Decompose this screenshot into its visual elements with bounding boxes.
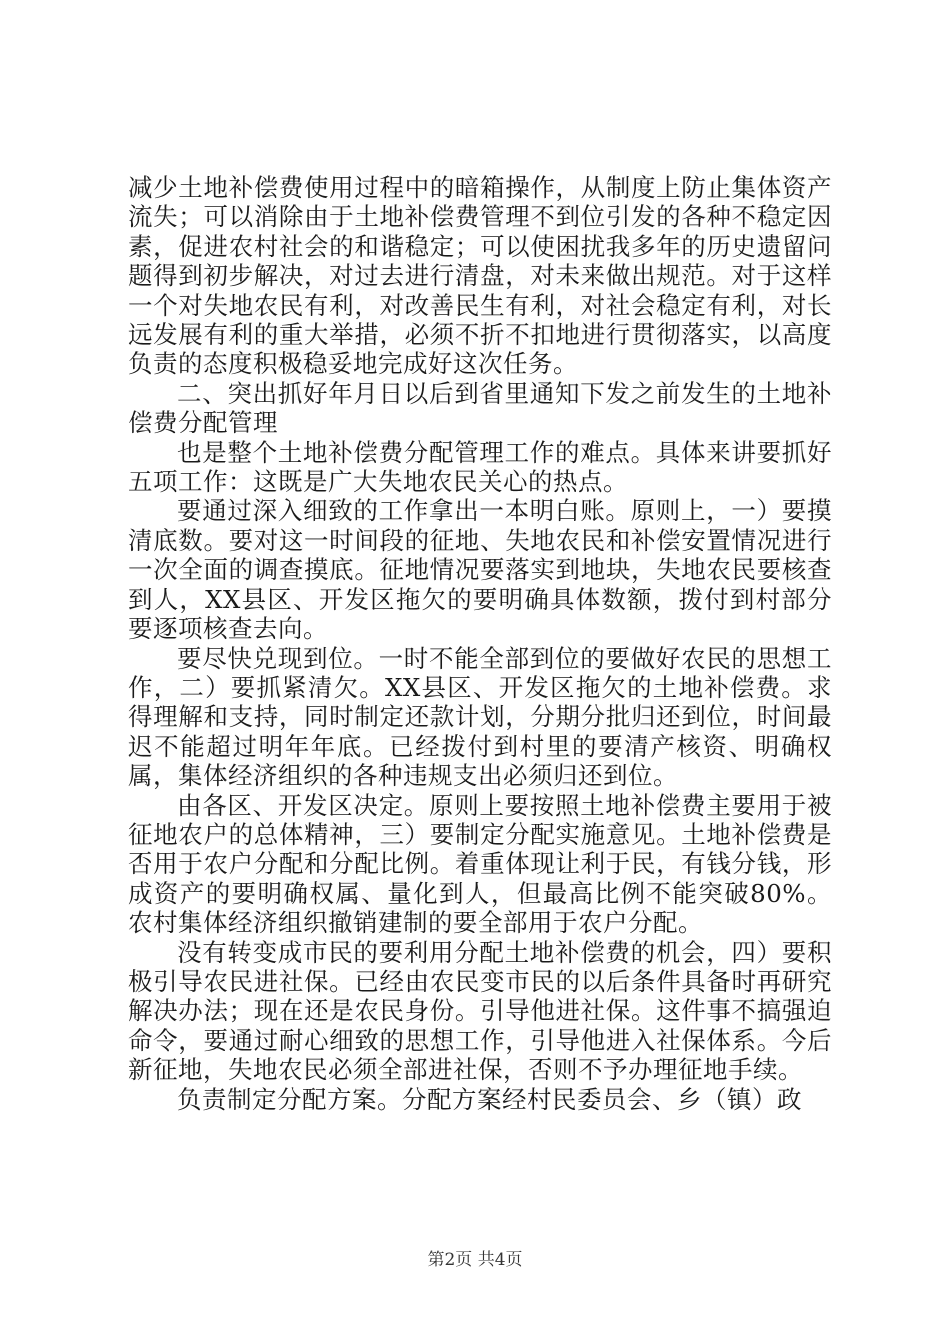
page-number-footer: 第2页 共4页 [427,1250,523,1270]
paragraph-6: 由各区、开发区决定。原则上要按照土地补偿费主要用于被征地农户的总体精神，三）要制定分配实施意见。土地补偿费是否用于农户分配和分配比例。着重体现让利于民，有钱分钱，形成资产的要明确权属、量化到人，但最高比例不能突破80%。农村集体经济组织撤销建制的要全部用于农户分配。 [128,790,832,938]
paragraph-1: 减少土地补偿费使用过程中的暗箱操作，从制度上防止集体资产流失；可以消除由于土地补偿费管理不到位引发的各种不稳定因素，促进农村社会的和谐稳定；可以使困扰我多年的历史遗留问题得到初步解决，对过去进行清盘，对未来做出规范。对于这样一个对失地农民有利，对改善民生有利，对社会稳定有利，对长远发展有利的重大举措，必须不折不扣地进行贯彻落实，以高度负责的态度积极稳妥地完成好这次任务。 [128,173,832,379]
paragraph-7: 没有转变成市民的要利用分配土地补偿费的机会，四）要积极引导农民进社保。已经由农民变市民的以后条件具备时再研究解决办法；现在还是农民身份。引导他进社保。这件事不搞强迫命令，要通过耐心细致的思想工作，引导他进入社保体系。今后新征地，失地农民必须全部进社保，否则不予办理征地手续。 [128,937,832,1085]
paragraph-3: 也是整个土地补偿费分配管理工作的难点。具体来讲要抓好五项工作：这既是广大失地农民关心的热点。 [128,437,832,497]
document-body [128,173,832,1114]
paragraph-5: 要尽快兑现到位。一时不能全部到位的要做好农民的思想工作，二）要抓紧清欠。XX县区、开发区拖欠的土地补偿费。求得理解和支持，同时制定还款计划，分期分批归还到位，时间最迟不能超过明年年底。已经拨付到村里的要清产核资、明确权属，集体经济组织的各种违规支出必须归还到位。 [128,643,832,791]
paragraph-4: 要通过深入细致的工作拿出一本明白账。原则上，一）要摸清底数。要对这一时间段的征地、失地农民和补偿安置情况进行一次全面的调查摸底。征地情况要落实到地块，失地农民要核查到人，XX县区、开发区拖欠的要明确具体数额，拨付到村部分要逐项核查去向。 [128,496,832,644]
section-heading-2: 二、突出抓好年月日以后到省里通知下发之前发生的土地补偿费分配管理 [128,378,832,438]
paragraph-8: 负责制定分配方案。分配方案经村民委员会、乡（镇）政 [177,1084,802,1114]
